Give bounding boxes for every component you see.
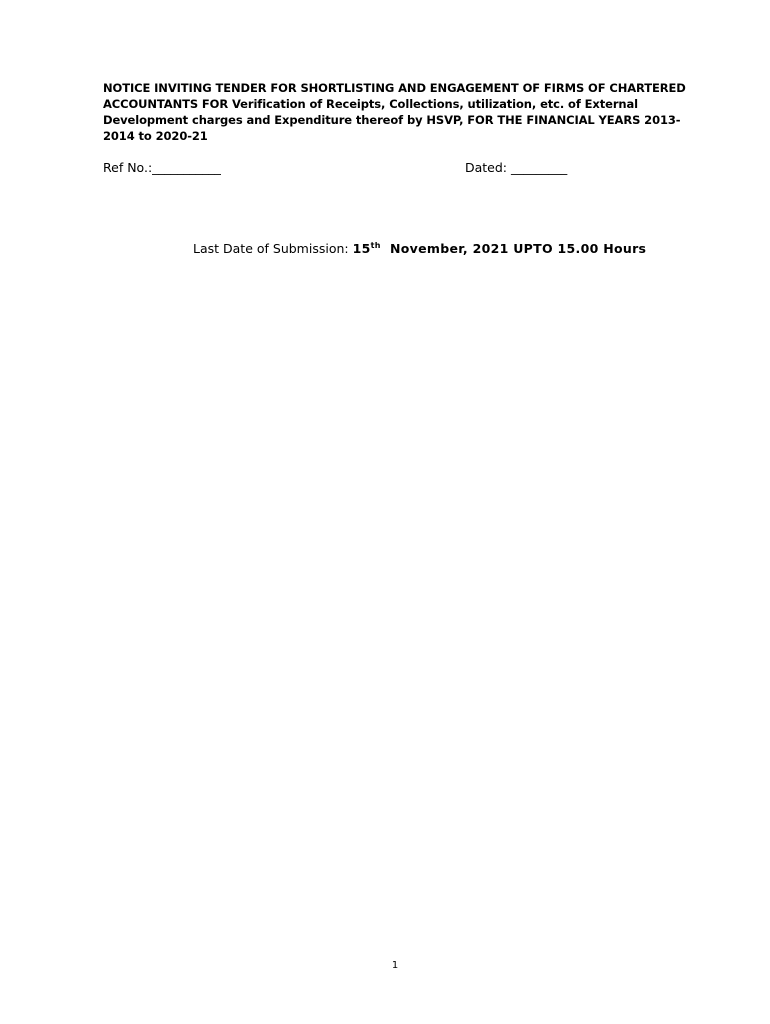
deadline-day-suffix: th [370,241,381,250]
ref-number-label: Ref No.: [103,160,153,175]
ref-number [103,160,221,176]
page-number: 1 [391,960,399,971]
deadline-label: Last Date of Submission: [193,241,349,256]
submission-deadline [193,238,646,257]
deadline-date [353,241,647,256]
notice-title: NOTICE INVITING TENDER FOR SHORTLISTING AND ENGAGEMENT OF FIRMS OF CHARTERED ACCOUNTANTS FOR Verification of Receipts, Collections, utilization, etc. of External Development charges and Expenditure thereof by HSVP, FOR THE FINANCIAL YEARS 2013-2014 to 2020-21 [103,81,686,143]
dated-label: Dated: [465,160,508,175]
ref-number-blank: ___________ [152,160,221,175]
dated-field [465,160,567,176]
deadline-day: 15 [352,241,371,256]
deadline-rest: November, 2021 UPTO 15.00 Hours [390,241,647,256]
dated-blank: _________ [511,160,568,175]
